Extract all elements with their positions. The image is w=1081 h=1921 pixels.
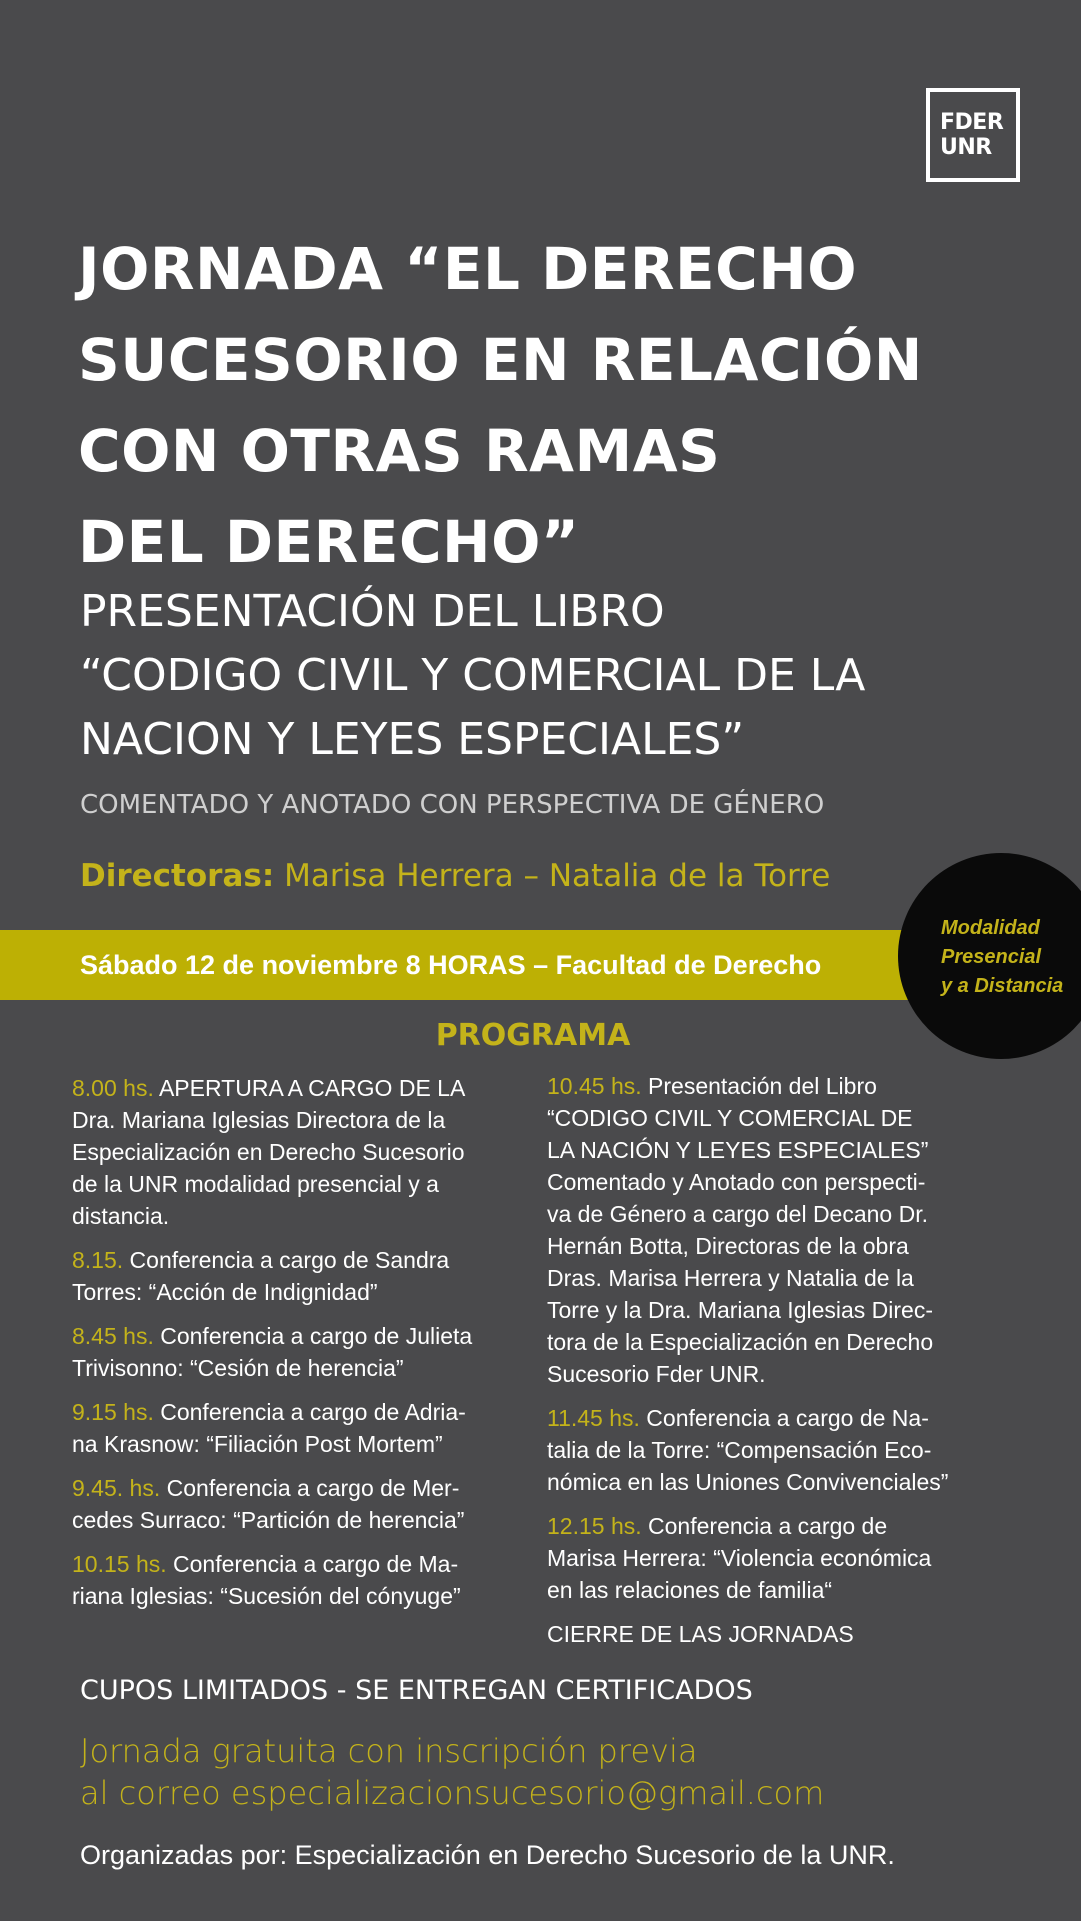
program-item — [547, 1510, 972, 1606]
registration-line: Jornada gratuita con inscripción previa — [80, 1732, 698, 1770]
item-text: Dra. Mariana Iglesias Directora de la — [72, 1107, 446, 1133]
logo-line-2: UNR — [940, 135, 992, 160]
program-item — [547, 1070, 972, 1390]
item-text: “CODIGO CIVIL Y COMERCIAL DE — [547, 1105, 913, 1131]
directors — [80, 858, 830, 894]
title-line: JORNADA “EL DERECHO — [78, 235, 858, 303]
item-time: 8.15. — [72, 1247, 124, 1273]
subtitle-line: “CODIGO CIVIL Y COMERCIAL DE LA — [80, 650, 866, 701]
item-text: Hernán Botta, Directoras de la obra — [547, 1233, 909, 1259]
logo-line-1: FDER — [940, 110, 1004, 135]
program-right-column — [547, 1070, 972, 1662]
title-line: DEL DERECHO” — [78, 508, 580, 576]
item-text: Marisa Herrera: “Violencia económica — [547, 1545, 932, 1571]
item-text: Conferencia a cargo de — [641, 1513, 888, 1539]
programa-heading: PROGRAMA — [435, 1018, 631, 1053]
item-text: de la UNR modalidad presencial y a — [72, 1171, 439, 1197]
item-time: 9.45. hs. — [72, 1475, 161, 1501]
item-text: Sucesorio Fder UNR. — [547, 1361, 766, 1387]
book-presentation-subtitle — [80, 580, 1040, 772]
item-text: Dras. Marisa Herrera y Natalia de la — [547, 1265, 914, 1291]
date-band-text: Sábado 12 de noviembre 8 HORAS – Facultad de Derecho — [80, 950, 822, 980]
item-text: CIERRE DE LAS JORNADAS — [547, 1621, 854, 1647]
item-text: cedes Surraco: “Partición de herencia” — [72, 1507, 465, 1533]
subtitle-line: PRESENTACIÓN DEL LIBRO — [80, 586, 665, 637]
directors-names: Marisa Herrera – Natalia de la Torre — [274, 858, 831, 894]
modalidad-line: Modalidad — [941, 917, 1040, 939]
program-item — [72, 1472, 512, 1536]
item-text: riana Iglesias: “Sucesión del cónyuge” — [72, 1583, 461, 1609]
limited-places-notice: CUPOS LIMITADOS - SE ENTREGAN CERTIFICADOS — [80, 1675, 753, 1706]
program-item — [72, 1320, 512, 1384]
program-item — [72, 1396, 512, 1460]
fder-unr-logo — [926, 88, 1020, 182]
item-text: APERTURA A CARGO DE LA — [153, 1075, 466, 1101]
item-text: nómica en las Uniones Convivenciales” — [547, 1469, 949, 1495]
title-line: SUCESORIO EN RELACIÓN — [78, 326, 923, 394]
registration-email-line: al correo especializacionsucesorio@gmail.com — [80, 1774, 825, 1812]
program-item-closing — [547, 1618, 972, 1650]
item-text: Conferencia a cargo de Julieta — [153, 1323, 473, 1349]
item-text: Conferencia a cargo de Sandra — [123, 1247, 450, 1273]
program-item — [72, 1072, 512, 1232]
item-time: 8.00 hs. — [72, 1075, 154, 1101]
program-left-column — [72, 1072, 512, 1624]
modalidad-line: y a Distancia — [941, 975, 1064, 997]
title-line: CON OTRAS RAMAS — [78, 417, 721, 485]
item-text: Conferencia a cargo de Adria- — [153, 1399, 466, 1425]
item-time: 10.45 hs. — [547, 1073, 642, 1099]
program-item — [72, 1548, 512, 1612]
modalidad-text — [941, 914, 1063, 1001]
item-text: va de Género a cargo del Decano Dr. — [547, 1201, 929, 1227]
item-text: Torre y la Dra. Mariana Iglesias Direc- — [547, 1297, 934, 1323]
item-text: Conferencia a cargo de Ma- — [166, 1551, 459, 1577]
item-time: 11.45 hs. — [547, 1405, 640, 1431]
item-text: tora de la Especialización en Derecho — [547, 1329, 934, 1355]
registration-info — [80, 1730, 824, 1814]
item-time: 12.15 hs. — [547, 1513, 642, 1539]
organizers: Organizadas por: Especialización en Derecho Sucesorio de la UNR. — [80, 1840, 895, 1870]
item-text: Comentado y Anotado con perspecti- — [547, 1169, 926, 1195]
item-text: na Krasnow: “Filiación Post Mortem” — [72, 1431, 443, 1457]
program-item — [547, 1402, 972, 1498]
item-time: 8.45 hs. — [72, 1323, 154, 1349]
item-text: Presentación del Libro — [641, 1073, 877, 1099]
subtitle-line: NACION Y LEYES ESPECIALES” — [80, 714, 745, 765]
item-time: 9.15 hs. — [72, 1399, 154, 1425]
directors-label: Directoras: — [80, 858, 275, 894]
item-text: en las relaciones de familia“ — [547, 1577, 833, 1603]
item-text: Conferencia a cargo de Na- — [639, 1405, 929, 1431]
item-text: talia de la Torre: “Compensación Eco- — [547, 1437, 932, 1463]
item-text: Torres: “Acción de Indignidad” — [72, 1279, 378, 1305]
item-text: LA NACIÓN Y LEYES ESPECIALES” — [547, 1137, 929, 1163]
program-item — [72, 1244, 512, 1308]
item-text: Trivisonno: “Cesión de herencia” — [72, 1355, 404, 1381]
item-text: Especialización en Derecho Sucesorio — [72, 1139, 465, 1165]
item-text: Conferencia a cargo de Mer- — [160, 1475, 460, 1501]
item-text: distancia. — [72, 1203, 170, 1229]
item-time: 10.15 hs. — [72, 1551, 167, 1577]
event-title — [78, 224, 1038, 588]
tagline: COMENTADO Y ANOTADO CON PERSPECTIVA DE GÉNERO — [80, 790, 825, 820]
modalidad-line: Presencial — [941, 946, 1042, 968]
